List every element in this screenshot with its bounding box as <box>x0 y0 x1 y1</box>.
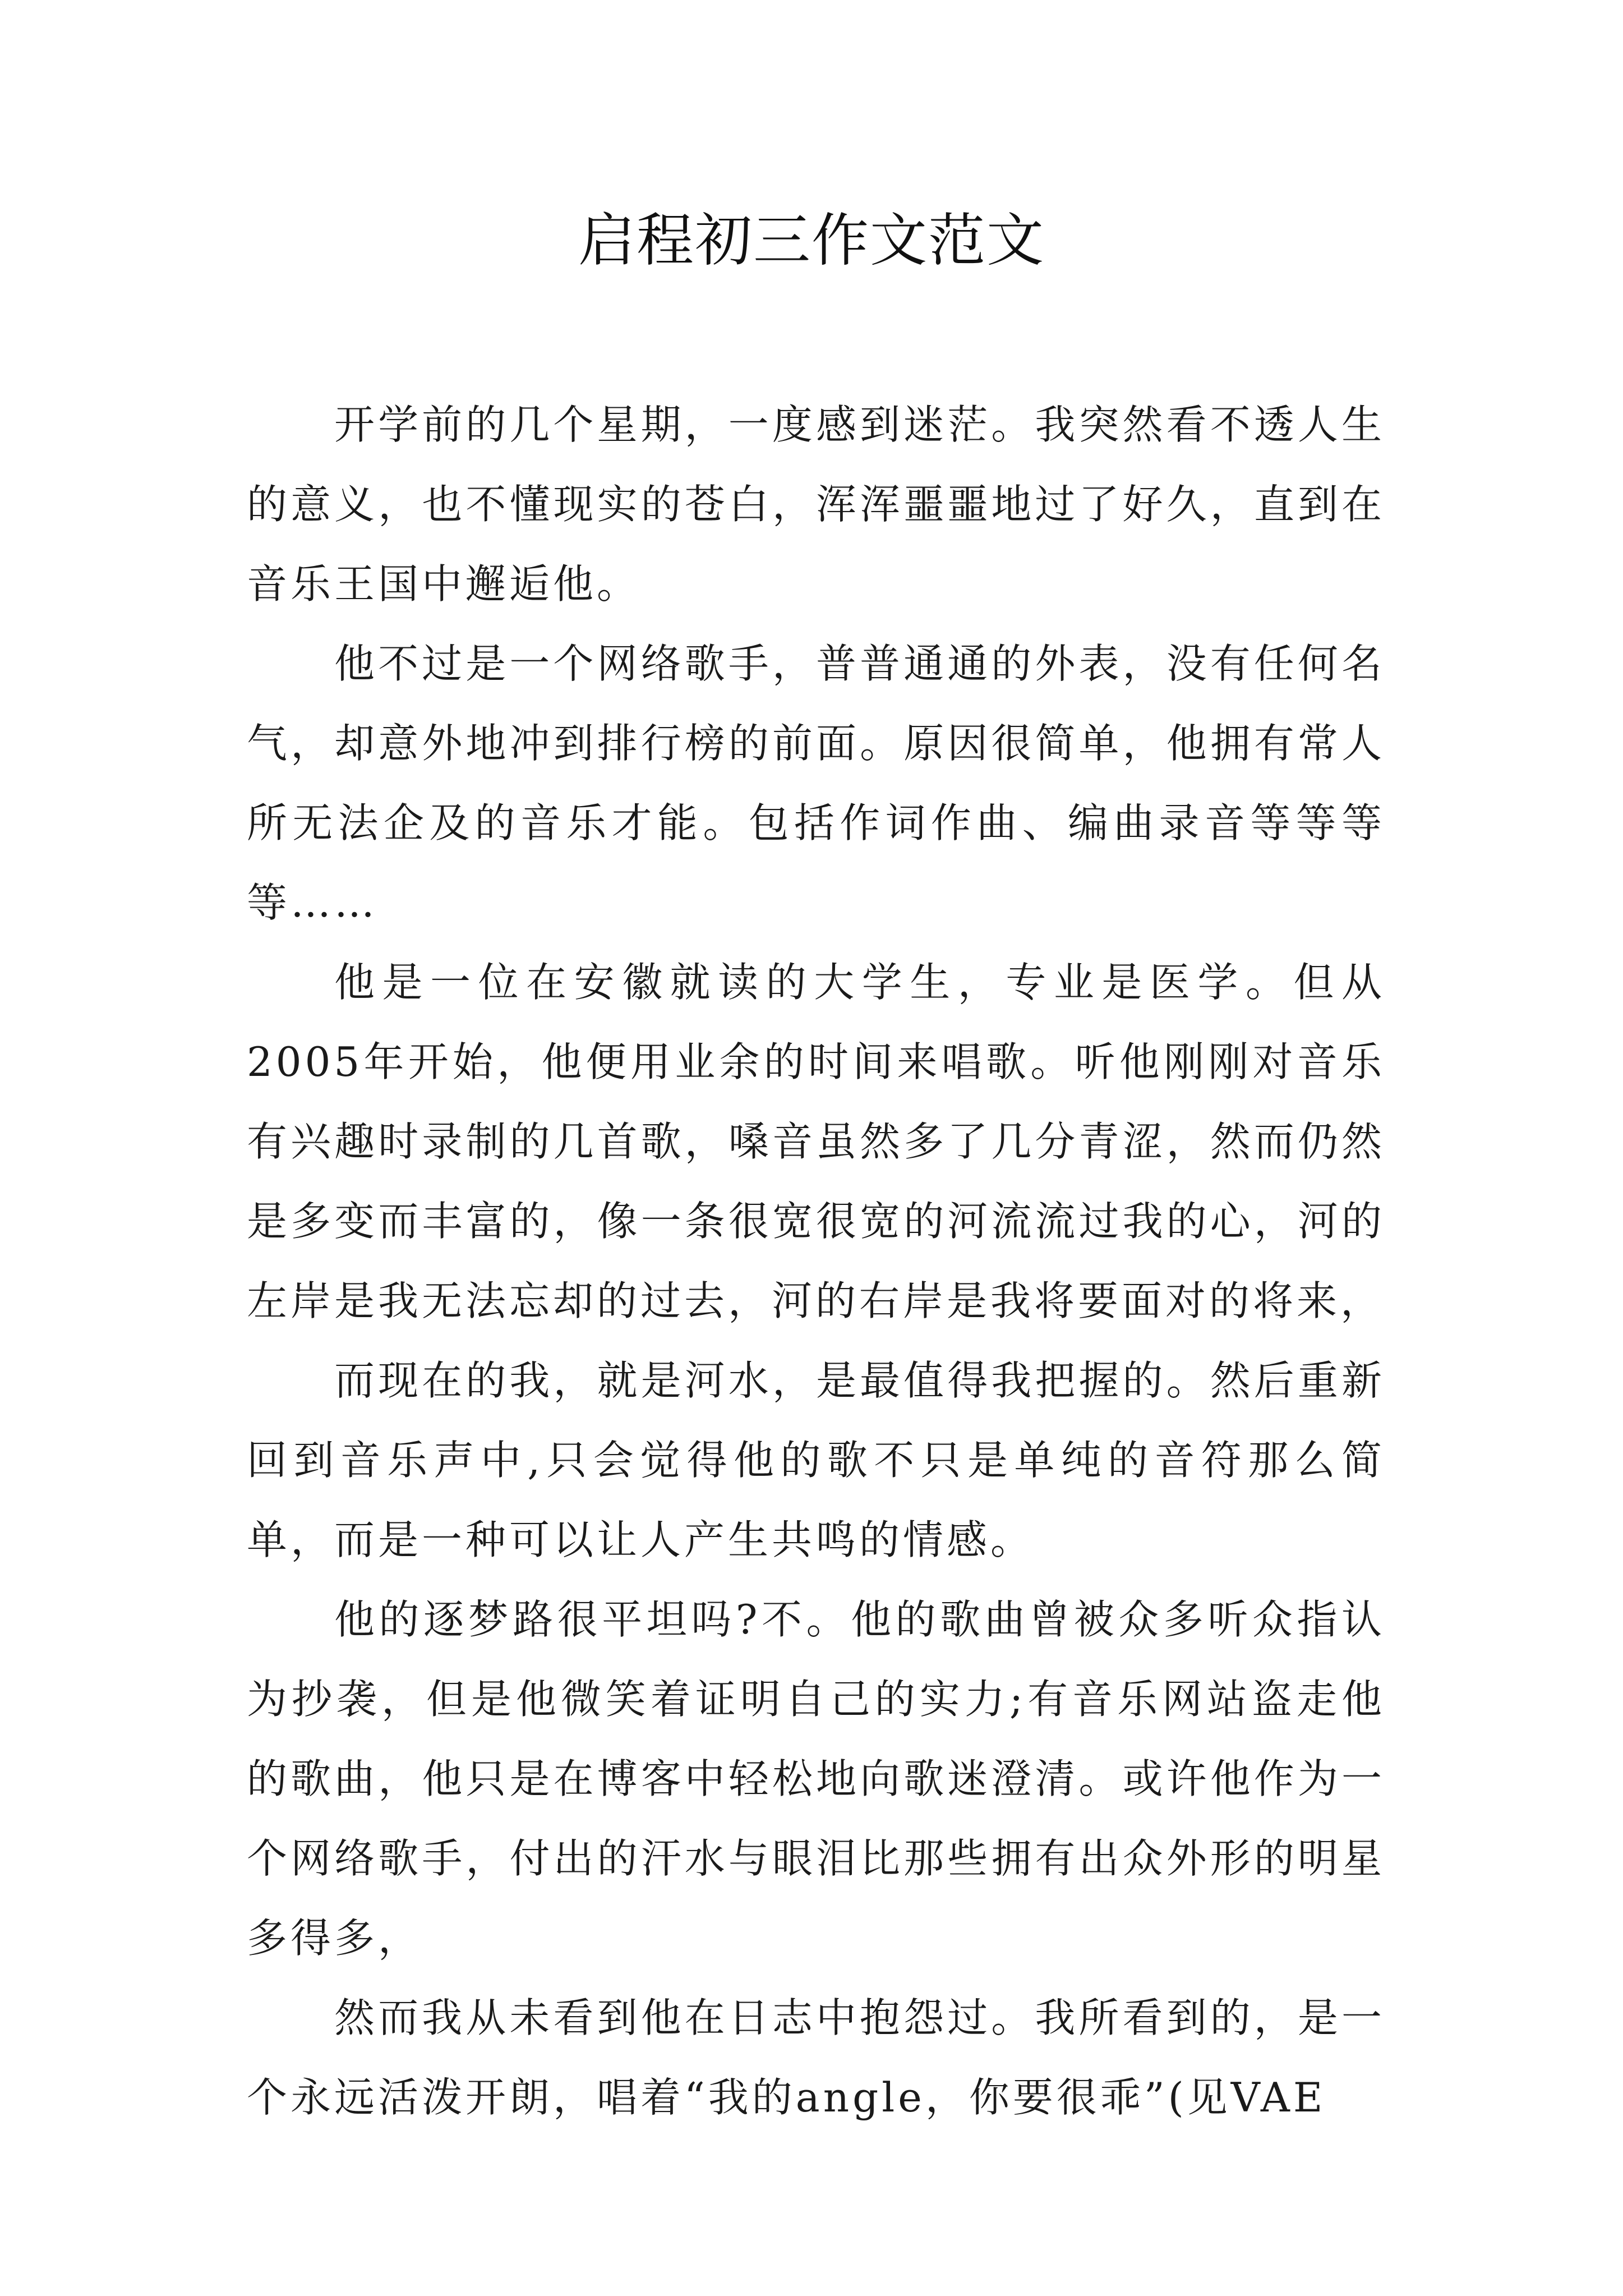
paragraph: 而现在的我，就是河水，是最值得我把握的。然后重新回到音乐声中,只会觉得他的歌不只是单纯的音符那么简单，而是一种可以让人产生共鸣的情感。 <box>247 1357 1385 1563</box>
paragraph: 他是一位在安徽就读的大学生，专业是医学。但从2005年开始，他便用业余的时间来唱歌。听他刚刚对音乐有兴趣时录制的几首歌，嗓音虽然多了几分青涩，然而仍然是多变而丰富的，像一条很宽很宽的河流流过我的心，河的左岸是我无法忘却的过去，河的右岸是我将要面对的将来， <box>247 959 1385 1324</box>
document-body <box>247 385 1385 2137</box>
paragraph: 然而我从未看到他在日志中抱怨过。我所看到的，是一个永远活泼开朗，唱着“我的angle，你要很乖”(见VAE <box>247 1994 1385 2121</box>
paragraph: 开学前的几个星期，一度感到迷茫。我突然看不透人生的意义，也不懂现实的苍白，浑浑噩噩地过了好久，直到在音乐王国中邂逅他。 <box>247 401 1385 608</box>
paragraph: 他不过是一个网络歌手，普普通通的外表，没有任何名气，却意外地冲到排行榜的前面。原因很简单，他拥有常人所无法企及的音乐才能。包括作词作曲、编曲录音等等等等…… <box>247 640 1385 926</box>
document-title: 启程初三作文范文 <box>578 208 1045 274</box>
paragraph: 他的逐梦路很平坦吗?不。他的歌曲曾被众多听众指认为抄袭，但是他微笑着证明自己的实力;有音乐网站盗走他的歌曲，他只是在博客中轻松地向歌迷澄清。或许他作为一个网络歌手，付出的汗水与眼泪比那些拥有出众外形的明星多得多， <box>247 1596 1385 1962</box>
